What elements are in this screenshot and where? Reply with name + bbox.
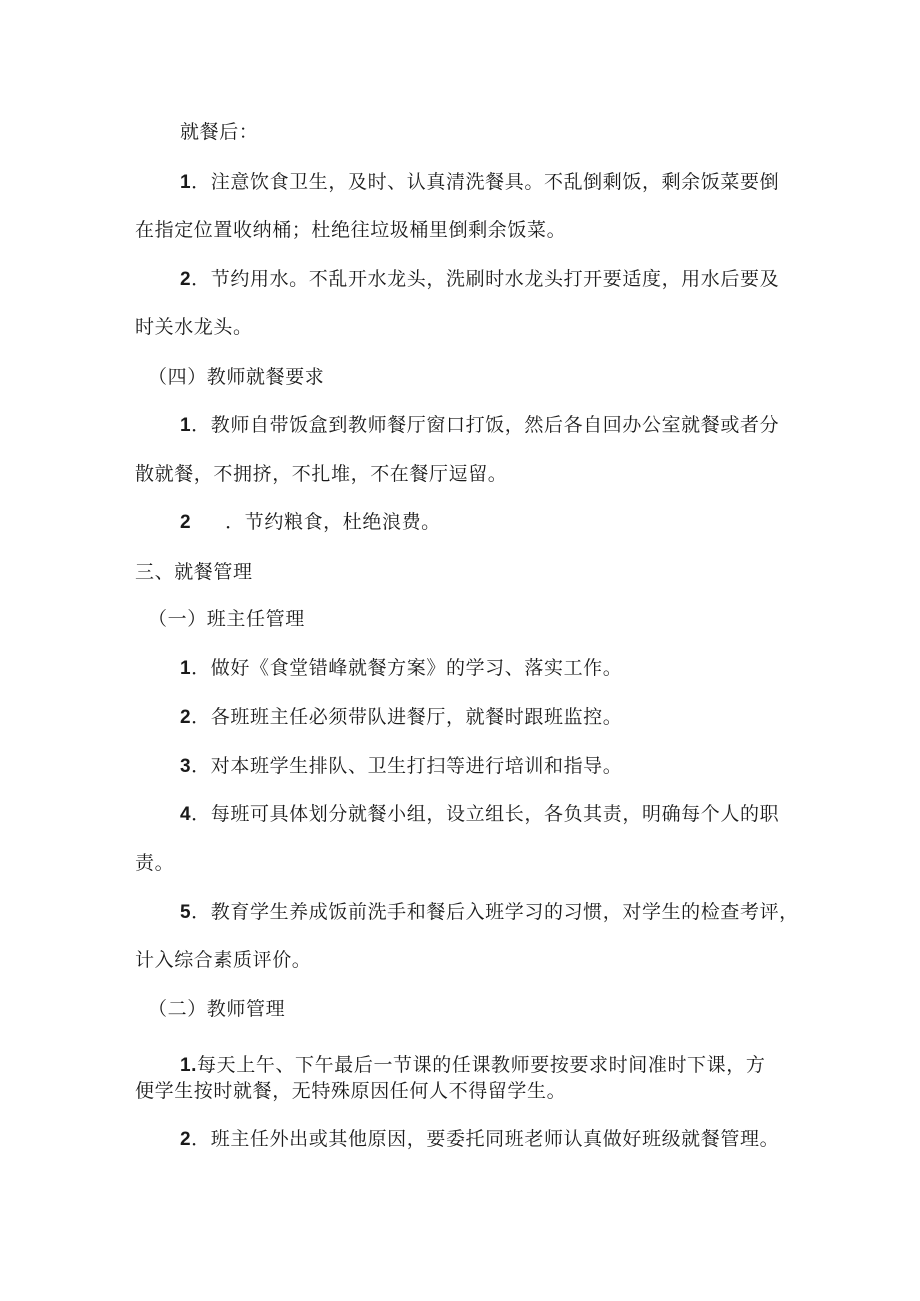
line-text: ．节约用水。不乱开水龙头，洗刷时水龙头打开要适度，用水后要及: [191, 268, 780, 290]
line-text: ．每班可具体划分就餐小组，设立组长，各负其责，明确每个人的职: [191, 803, 780, 825]
paragraph-head-item-5-line-2: [135, 948, 311, 972]
line-text: （四）教师就餐要求: [148, 366, 325, 388]
paragraph-head-item-1: [180, 656, 622, 681]
item-number: 2: [180, 269, 192, 290]
paragraph-item-2-line-2: [135, 315, 253, 339]
line-text: 责。: [135, 852, 175, 874]
section-heading-teacher-dining: [148, 365, 324, 389]
line-text: 散就餐，不拥挤，不扎堆，不在餐厅逗留。: [135, 463, 508, 485]
section-heading-head-teacher: [148, 607, 305, 631]
item-number: 2: [180, 1129, 192, 1150]
item-number: 1.: [180, 1055, 198, 1076]
line-text: ．节约粮食，杜绝浪费。: [225, 511, 441, 533]
paragraph-teacher-mgmt-item-2: [180, 1127, 779, 1152]
paragraph-head-item-4-line-2: [135, 851, 174, 875]
paragraph-teacher-item-2: [180, 510, 441, 535]
section-heading-dining-management: [135, 560, 253, 584]
item-number: 4: [180, 804, 192, 825]
paragraph-teacher-item-1-line-1: [180, 413, 779, 438]
item-number: 5: [180, 902, 192, 923]
line-text: 计入综合素质评价。: [135, 949, 312, 971]
line-text: 时关水龙头。: [135, 316, 253, 338]
item-number: 1: [180, 172, 192, 193]
line-text: （二）教师管理: [148, 998, 286, 1020]
paragraph-item-1-line-2: [135, 218, 566, 242]
paragraph-head-item-2: [180, 705, 622, 730]
paragraph-item-2-line-1: [180, 267, 779, 292]
paragraph-head-item-5-line-1: [180, 900, 799, 925]
line-text: ．班主任外出或其他原因，要委托同班老师认真做好班级就餐管理。: [191, 1128, 780, 1150]
line-text: 三、就餐管理: [135, 561, 253, 583]
paragraph-teacher-mgmt-item-1-line-2: [135, 1079, 566, 1103]
paragraph-after-meal-heading: [180, 120, 258, 144]
item-number: 1: [180, 415, 192, 436]
line-text: 在指定位置收纳桶；杜绝往垃圾桶里倒剩余饭菜。: [135, 219, 567, 241]
section-heading-teacher-management: [148, 997, 285, 1021]
line-text: ．做好《食堂错峰就餐方案》的学习、落实工作。: [191, 657, 623, 679]
line-text: 每天上午、下午最后一节课的任课教师要按要求时间准时下课，方: [197, 1054, 766, 1076]
line-text: ．对本班学生排队、卫生打扫等进行培训和指导。: [191, 755, 623, 777]
line-text: （一）班主任管理: [148, 608, 305, 630]
line-text: ．注意饮食卫生，及时、认真清洗餐具。不乱倒剩饭，剩余饭菜要倒: [191, 171, 780, 193]
line-text: 便学生按时就餐，无特殊原因任何人不得留学生。: [135, 1080, 567, 1102]
line-text: ．教师自带饭盒到教师餐厅窗口打饭，然后各自回办公室就餐或者分: [191, 414, 780, 436]
item-number: 3: [180, 756, 192, 777]
paragraph-head-item-3: [180, 754, 622, 779]
item-number: 1: [180, 658, 192, 679]
line-text: ．各班班主任必须带队进餐厅，就餐时跟班监控。: [191, 706, 623, 728]
paragraph-teacher-mgmt-item-1-line-1: [180, 1053, 765, 1078]
item-number: 2: [180, 707, 192, 728]
paragraph-head-item-4-line-1: [180, 802, 779, 827]
item-number: 2: [180, 512, 192, 533]
line-text: 就餐后：: [180, 121, 259, 143]
paragraph-teacher-item-1-line-2: [135, 462, 507, 486]
paragraph-item-1-line-1: [180, 170, 779, 195]
line-text: ．教育学生养成饭前洗手和餐后入班学习的习惯，对学生的检查考评，: [191, 901, 799, 923]
